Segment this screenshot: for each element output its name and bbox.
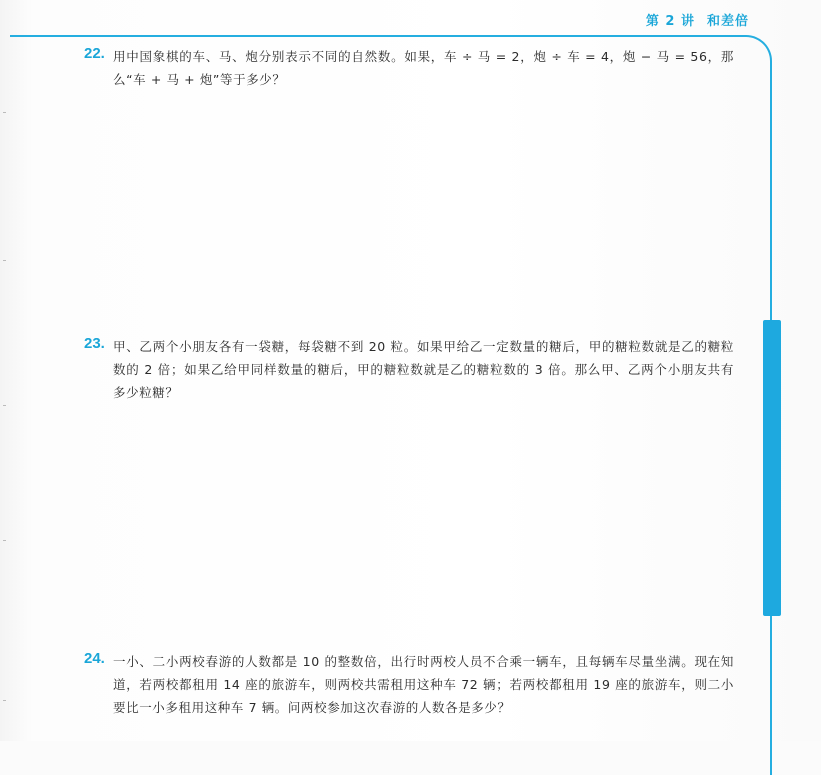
problem-text: 一小、二小两校春游的人数都是 10 的整数倍，出行时两校人员不合乘一辆车，且每辆车尽量坐满。现在知道，若两校都租用 14 座的旅游车，则两校共需租用这种车 72 辆；若两校都租用 19 座的旅游车，则二小要比一小多租用这种车 7 辆。问两校参加这次春游的人数各是多少？ — [113, 654, 734, 715]
lesson-topic: 和差倍 — [706, 14, 749, 29]
problem-text: 用中国象棋的车、马、炮分别表示不同的自然数。如果，车 ÷ 马 = 2，炮 ÷ 车 = 4，炮 − 马 = 56，那么“车 + 马 + 炮”等于多少？ — [113, 49, 734, 87]
binding-mark — [3, 700, 6, 701]
side-index-tab — [763, 320, 781, 616]
binding-mark — [3, 112, 6, 113]
lesson-header — [646, 10, 749, 29]
binding-mark — [3, 405, 6, 406]
problem-24 — [84, 650, 734, 719]
binding-mark — [3, 260, 6, 261]
problem-23 — [84, 335, 734, 404]
binding-mark — [3, 540, 6, 541]
problem-number: 22. — [84, 45, 105, 62]
problem-number: 24. — [84, 650, 105, 667]
lesson-number: 第 2 讲 — [645, 14, 695, 29]
problem-22 — [84, 45, 734, 91]
problem-text: 甲、乙两个小朋友各有一袋糖，每袋糖不到 20 粒。如果甲给乙一定数量的糖后，甲的糖粒数就是乙的糖粒数的 2 倍；如果乙给甲同样数量的糖后，甲的糖粒数就是乙的糖粒数的 3 倍。那么甲、乙两个小朋友共有多少粒糖？ — [113, 339, 734, 400]
problem-number: 23. — [84, 335, 105, 352]
